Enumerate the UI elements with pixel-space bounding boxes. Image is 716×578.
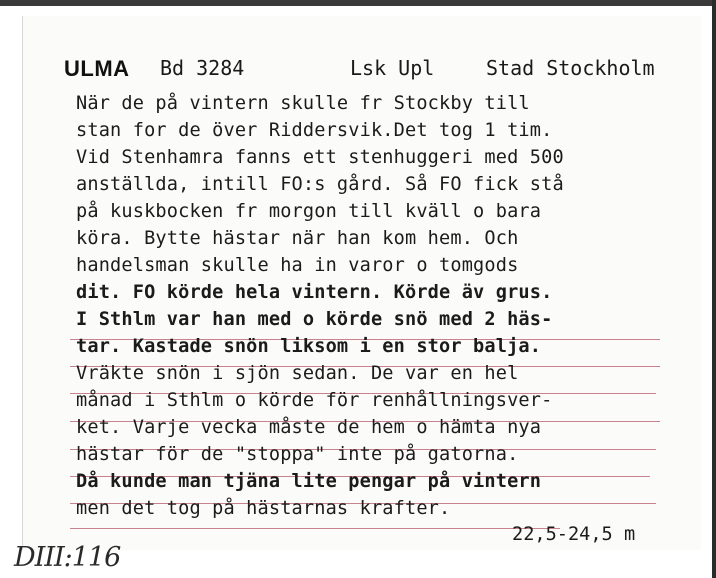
place-label: Stad Stockholm (486, 56, 655, 80)
text-line: på kuskbocken fr morgon till kväll o bara (76, 201, 542, 222)
archive-name: ULMA (64, 56, 130, 81)
text-line: tar. Kastade snön liksom i en stor balja. (76, 336, 542, 357)
handwritten-signum: DIII:116 (14, 542, 121, 573)
text-line: men det tog på hästarnas krafter. (76, 498, 451, 519)
text-line: anställda, intill FO:s gård. Så FO fick stå (76, 174, 564, 195)
scan-edge-top (0, 0, 716, 6)
underline-rule (70, 528, 560, 529)
text-line: hästar för de "stoppa" inte på gatorna. (76, 444, 519, 465)
text-line: handelsman skulle ha in varor o tomgods (76, 255, 519, 276)
district-label: Lsk Upl (350, 56, 435, 80)
text-line: Vräkte snön i sjön sedan. De var en hel (76, 363, 519, 384)
text-line: När de på vintern skulle fr Stockby till (76, 93, 530, 114)
text-line: stan for de över Riddersvik.Det tog 1 tim. (76, 120, 553, 141)
text-line: dit. FO körde hela vintern. Körde äv grus. (76, 282, 553, 303)
text-line: ket. Varje vecka måste de hem o hämta nya (76, 417, 542, 438)
text-line: köra. Bytte hästar när han kom hem. Och (76, 228, 519, 249)
reference-number: Bd 3284 (160, 56, 245, 80)
scan-edge-right (712, 0, 716, 578)
text-line: Vid Stenhamra fanns ett stenhuggeri med 500 (76, 147, 564, 168)
measurement-note: 22,5-24,5 m (512, 524, 636, 545)
text-line: Då kunde man tjäna lite pengar på vintern (76, 471, 542, 492)
text-line: månad i Sthlm o körde för renhållningsver- (76, 390, 553, 411)
text-line: I Sthlm var han med o körde snö med 2 häs- (76, 309, 553, 330)
